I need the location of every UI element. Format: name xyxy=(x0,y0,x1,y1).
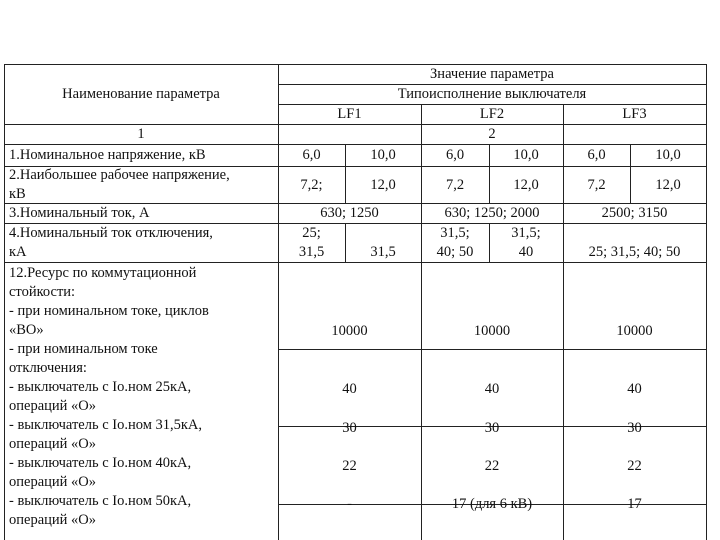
cell: 25; 31,5; 40; 50 xyxy=(588,244,681,260)
label-line: - при номинальном токе, циклов xyxy=(9,303,209,319)
cell: 22 xyxy=(342,458,357,474)
type-lf1: LF1 xyxy=(337,106,362,122)
cell: 2500; 3150 xyxy=(601,205,668,221)
label-line: 2.Наибольшее рабочее напряжение, xyxy=(9,167,230,183)
column-number-2: 2 xyxy=(488,126,496,142)
cell: 17 xyxy=(627,496,642,512)
row-guide xyxy=(278,349,706,350)
label-line: кА xyxy=(9,244,27,260)
header-parameter-name: Наименование параметра xyxy=(62,86,220,102)
cell: 40 xyxy=(342,381,357,397)
cell: 6,0 xyxy=(587,147,606,163)
type-lf2: LF2 xyxy=(479,106,505,122)
column-number-1: 1 xyxy=(137,126,145,142)
cell: 630; 1250 xyxy=(320,205,379,221)
cell: 40 xyxy=(518,244,534,260)
cell: 6,0 xyxy=(302,147,321,163)
label-line: - выключатель с Iо.ном 31,5кА, xyxy=(9,417,203,433)
type-lf3: LF3 xyxy=(622,106,647,122)
cell: - xyxy=(347,496,352,512)
cell: 12,0 xyxy=(370,176,396,193)
header-breaker-type: Типоисполнение выключателя xyxy=(397,86,587,102)
row-rated-voltage-label: 1.Номинальное напряжение, кВ xyxy=(9,147,206,163)
cell: 40 xyxy=(484,381,500,397)
rule xyxy=(4,262,706,263)
row-resource-label xyxy=(9,264,271,530)
cell: 25; xyxy=(302,224,321,241)
cell: 10000 xyxy=(473,323,511,339)
header-parameter-value: Значение параметра xyxy=(430,66,554,82)
cell: 22 xyxy=(484,458,500,474)
cell: 630; 1250; 2000 xyxy=(444,205,540,221)
cell: 31,5; xyxy=(511,224,541,241)
cell: 17 (для 6 кВ) xyxy=(451,496,533,512)
cell: 12,0 xyxy=(655,176,681,193)
cell: 30 xyxy=(484,420,500,436)
cell: 7,2; xyxy=(300,176,323,193)
cell: 31,5; xyxy=(440,224,470,241)
cell: 10000 xyxy=(616,323,653,339)
cell: 10000 xyxy=(331,323,368,339)
label-line: отключения: xyxy=(9,360,87,376)
cell: 40; 50 xyxy=(436,244,474,260)
label-line: - выключатель с Iо.ном 50кА, xyxy=(9,493,192,509)
label-line: «ВО» xyxy=(9,322,44,338)
cell: 30 xyxy=(627,420,642,436)
label-line: кВ xyxy=(9,186,26,202)
cell: 10,0 xyxy=(655,147,681,163)
cell: 7,2 xyxy=(445,176,465,193)
table-border-right xyxy=(706,64,707,540)
label-line: 4.Номинальный ток отключения, xyxy=(9,225,213,241)
label-line: операций «О» xyxy=(9,512,97,528)
cell: 7,2 xyxy=(587,176,606,193)
cell: 31,5 xyxy=(370,244,396,260)
row-rated-current-label: 3.Номинальный ток, А xyxy=(9,205,150,221)
label-line: операций «О» xyxy=(9,436,97,452)
row-breaking-current-label xyxy=(9,224,271,262)
label-line: - при номинальном токе xyxy=(9,341,158,357)
label-line: - выключатель с Iо.ном 25кА, xyxy=(9,379,192,395)
cell: 31,5 xyxy=(298,244,325,260)
label-line: 12.Ресурс по коммутационной xyxy=(9,265,197,281)
cell: 12,0 xyxy=(513,176,539,193)
label-line: операций «О» xyxy=(9,474,97,490)
label-line: операций «О» xyxy=(9,398,97,414)
label-line: стойкости: xyxy=(9,284,76,300)
cell: 10,0 xyxy=(513,147,539,163)
cell: 10,0 xyxy=(370,147,396,163)
row-max-voltage-label xyxy=(9,166,271,204)
cell: 6,0 xyxy=(445,147,465,163)
cell: 30 xyxy=(342,420,357,436)
cell: 22 xyxy=(627,458,642,474)
label-line: - выключатель с Iо.ном 40кА, xyxy=(9,455,192,471)
cell: 40 xyxy=(627,381,642,397)
